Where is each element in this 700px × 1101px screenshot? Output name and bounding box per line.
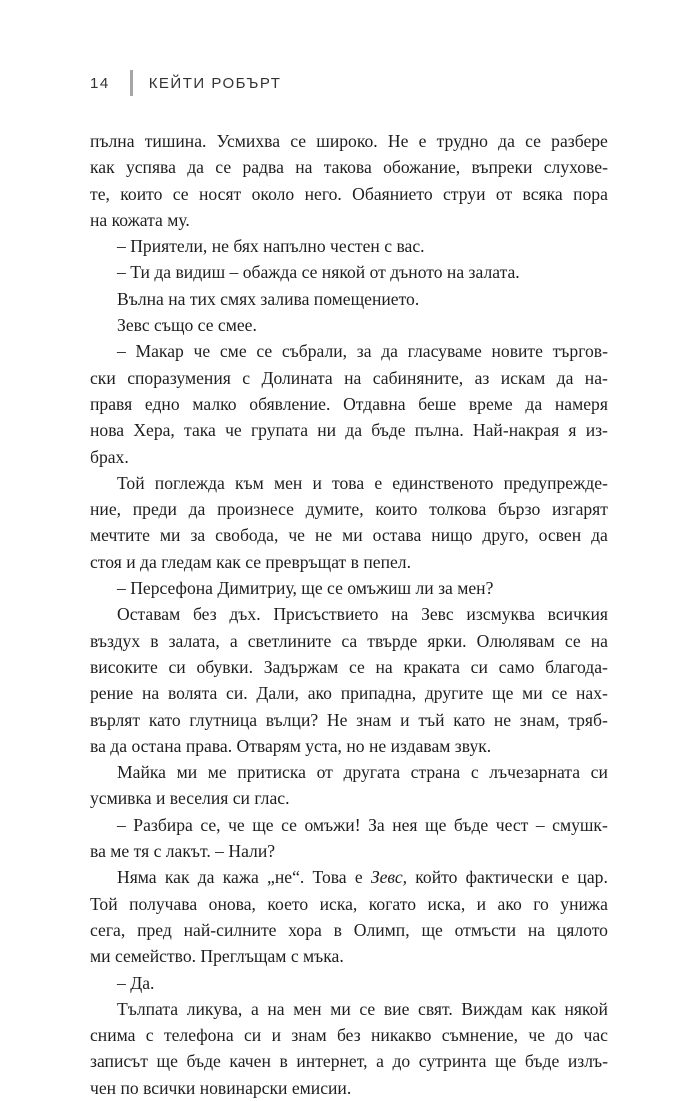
word: се, <box>200 814 221 835</box>
word: а <box>376 1051 384 1072</box>
word: са <box>341 630 358 651</box>
word: които <box>375 499 418 520</box>
text-line: ми семейство. Преглъщам с мъка. <box>90 946 344 967</box>
word: най-силните <box>183 919 277 940</box>
word: се <box>564 630 581 651</box>
body-text <box>90 128 608 1101</box>
word: остава <box>372 525 422 546</box>
text-line: стоя и да гледам как се превръщат в пепел. <box>90 551 411 572</box>
word: вълци? <box>265 709 319 730</box>
word: с <box>145 1025 154 1046</box>
word: въздух <box>90 630 141 651</box>
word: на <box>344 367 362 388</box>
word: около <box>251 183 295 204</box>
word: си <box>244 1025 262 1046</box>
word: единственото <box>392 472 494 493</box>
word: гласуваме <box>407 341 482 362</box>
word: Долината <box>261 367 333 388</box>
word: нова <box>90 420 125 441</box>
word: новите <box>491 341 543 362</box>
word: знам, <box>519 709 560 730</box>
word: ще <box>421 919 443 940</box>
word: Няма <box>117 867 157 888</box>
word: да <box>556 367 574 388</box>
word: бъде <box>186 1051 221 1072</box>
word: чест <box>495 814 529 835</box>
word: бързо <box>498 499 541 520</box>
text-line: – Да. <box>117 972 155 993</box>
word: обувки. <box>196 656 253 677</box>
word: ще <box>252 814 274 835</box>
word: не <box>314 525 333 546</box>
text-line <box>90 680 608 706</box>
word: на <box>527 919 546 940</box>
word: благода- <box>545 656 608 677</box>
word: сутринта <box>418 1051 487 1072</box>
word: в <box>333 919 342 940</box>
word: от <box>495 183 513 204</box>
word: поглежда <box>154 472 225 493</box>
word: Това <box>312 867 347 888</box>
word: и <box>476 893 487 914</box>
text-line <box>90 154 608 180</box>
word: ще <box>492 683 514 704</box>
word: как <box>90 157 115 178</box>
text-line <box>90 601 608 627</box>
word: сабиняните, <box>372 367 464 388</box>
word: и <box>271 1025 281 1046</box>
word: е <box>374 472 383 493</box>
word: за <box>356 341 372 362</box>
word: носят <box>199 183 242 204</box>
word: всичкия <box>547 604 608 625</box>
word: Отдавна <box>343 393 406 414</box>
word: я <box>568 420 577 441</box>
word: ако <box>497 893 522 914</box>
word: се <box>348 656 365 677</box>
word: когато <box>368 893 417 914</box>
word: на- <box>584 367 608 388</box>
word: да <box>525 393 543 414</box>
word: свят. <box>418 998 453 1019</box>
word: от <box>316 762 333 783</box>
word: смушк- <box>552 814 608 835</box>
word: предупрежде- <box>503 472 608 493</box>
word: никакво <box>370 1025 432 1046</box>
word: хора <box>288 919 322 940</box>
word: ще <box>425 814 447 835</box>
word: така <box>184 420 216 441</box>
word: с <box>470 762 479 783</box>
word: се <box>281 814 297 835</box>
word: да <box>381 341 398 362</box>
word: събрали, <box>281 341 348 362</box>
word: високите <box>90 656 158 677</box>
word: другите <box>424 683 484 704</box>
word: беше <box>418 393 457 414</box>
word: Майка <box>117 762 166 783</box>
word: телефона <box>163 1025 234 1046</box>
word: ще <box>156 1051 178 1072</box>
word: – <box>117 341 126 362</box>
word: търгов- <box>552 341 608 362</box>
word: отмъсти <box>454 919 517 940</box>
word: сме <box>219 341 247 362</box>
word: които <box>120 183 163 204</box>
word: Макар <box>135 341 184 362</box>
word: Присъствието <box>273 604 379 625</box>
word: Хера, <box>133 420 175 441</box>
word: Олюлявам <box>476 630 555 651</box>
word: всяка <box>522 183 563 204</box>
text-line: ва да остана права. Отварям уста, но не издавам звук. <box>90 735 492 756</box>
word: споразумения <box>127 367 231 388</box>
word: искам <box>500 367 546 388</box>
word: те, <box>90 183 110 204</box>
word: – <box>535 814 545 835</box>
text-line <box>90 1048 608 1074</box>
word: Виждам <box>461 998 523 1019</box>
word: ме <box>207 762 227 783</box>
text-line <box>90 391 608 417</box>
word: да <box>197 867 215 888</box>
word: да <box>591 525 608 546</box>
text-line: на кожата му. <box>90 209 190 230</box>
word: на <box>295 157 313 178</box>
word: за <box>190 525 206 546</box>
word: думите, <box>305 499 364 520</box>
word: тряб- <box>568 709 608 730</box>
word: и <box>312 472 322 493</box>
header-divider <box>130 70 133 96</box>
word: ми <box>522 683 543 704</box>
word: върлят <box>90 709 141 730</box>
word: тишина. <box>144 131 207 151</box>
word: такова <box>323 157 372 178</box>
text-line <box>90 654 608 680</box>
word: Той <box>117 472 145 493</box>
text-line <box>90 864 608 890</box>
word: Усмихва <box>216 131 281 151</box>
text-line <box>90 917 608 943</box>
text-line <box>90 759 608 785</box>
word: мен <box>293 998 322 1019</box>
word: като <box>148 709 181 730</box>
word: че <box>228 814 245 835</box>
word: намеря <box>554 393 608 414</box>
word: лъчезарната <box>489 762 581 783</box>
word: бъде <box>453 814 489 835</box>
word: Тълпата <box>117 998 179 1019</box>
word: се <box>359 998 376 1019</box>
author-name: КЕЙТИ РОБЪРТ <box>148 74 282 92</box>
word: Зевс, <box>370 867 408 888</box>
word: някой <box>564 998 608 1019</box>
word: това <box>332 472 365 493</box>
word: фактически <box>465 867 554 888</box>
word: си <box>470 656 488 677</box>
word: си <box>168 656 186 677</box>
word: не <box>493 709 512 730</box>
word: „не“. <box>267 867 305 888</box>
word: на <box>375 656 393 677</box>
word: освен <box>538 525 582 546</box>
word: ми <box>159 525 181 546</box>
text-line: Зевс също се смее. <box>117 315 257 336</box>
word: изсмуква <box>466 604 535 625</box>
text-line <box>90 707 608 733</box>
word: в <box>150 630 159 651</box>
word: преди <box>132 499 177 520</box>
text-line <box>90 417 608 443</box>
word: малко <box>192 393 237 414</box>
word: залата, <box>168 630 220 651</box>
word: въпреки <box>471 157 533 178</box>
word: пълна <box>90 131 135 151</box>
text-line <box>90 628 608 654</box>
text-line: чен по всички новинарски емисии. <box>90 1077 352 1098</box>
word: ски <box>90 367 116 388</box>
text-line: брах. <box>90 446 129 467</box>
word: трудно <box>436 131 488 151</box>
word: на <box>267 998 285 1019</box>
word: нищо <box>431 525 473 546</box>
text-line <box>90 891 608 917</box>
word: вие <box>383 998 410 1019</box>
word: се <box>525 131 541 151</box>
word: да <box>187 157 204 178</box>
word: правя <box>90 393 133 414</box>
word: мен <box>273 472 303 493</box>
word: бъде <box>524 1051 560 1072</box>
word: широко. <box>316 131 378 151</box>
word: страна <box>410 762 461 783</box>
word: ми <box>342 525 363 546</box>
word: Обаянието <box>352 183 433 204</box>
word: кажа <box>222 867 259 888</box>
word: че <box>528 1025 546 1046</box>
word: мечтите <box>90 525 150 546</box>
word: толкова <box>429 499 487 520</box>
word: на <box>590 630 608 651</box>
word: че <box>225 420 242 441</box>
word: час <box>583 1025 608 1046</box>
text-line <box>90 365 608 391</box>
word: друго, <box>482 525 529 546</box>
text-line <box>90 522 608 548</box>
word: обожание, <box>383 157 461 178</box>
word: аз <box>474 367 490 388</box>
running-header <box>90 70 281 96</box>
word: и <box>400 709 410 730</box>
word: омъжи! <box>304 814 361 835</box>
word: тъй <box>418 709 445 730</box>
text-line: – Ти да видиш – обажда се някой от дъното на залата. <box>117 262 520 283</box>
word: което <box>267 893 309 914</box>
word: го <box>533 893 549 914</box>
word: бъде <box>371 420 406 441</box>
word: че <box>288 525 305 546</box>
word: свобода, <box>215 525 279 546</box>
word: ми <box>176 762 198 783</box>
text-line <box>90 1022 608 1048</box>
word: се <box>290 131 307 151</box>
word: притиска <box>237 762 306 783</box>
word: – <box>117 814 126 835</box>
word: е <box>354 867 363 888</box>
word: Разбира <box>133 814 193 835</box>
word: е <box>418 131 427 151</box>
word: а <box>229 630 238 651</box>
text-line <box>90 496 608 522</box>
word: като <box>453 709 486 730</box>
word: онова, <box>208 893 256 914</box>
text-line: Вълна на тих смях залива помещението. <box>117 288 420 309</box>
word: Най-накрая <box>472 420 560 441</box>
text-line <box>90 812 608 838</box>
word: иска, <box>319 893 358 914</box>
word: си <box>590 762 608 783</box>
word: струи <box>443 183 486 204</box>
word: как <box>531 998 556 1019</box>
word: краката <box>403 656 460 677</box>
word: се <box>256 341 273 362</box>
word: записът <box>90 1051 148 1072</box>
word: без <box>336 1025 361 1046</box>
word: Оставам <box>117 604 181 625</box>
word: цар. <box>577 867 608 888</box>
word: съмнение, <box>441 1025 519 1046</box>
word: нах- <box>576 683 608 704</box>
word: ние, <box>90 499 122 520</box>
word: другата <box>343 762 401 783</box>
word: знам <box>356 709 392 730</box>
word: ми <box>330 998 351 1019</box>
word: без <box>192 604 217 625</box>
word: е <box>561 867 570 888</box>
word: радва <box>242 157 284 178</box>
word: към <box>235 472 264 493</box>
word: знам <box>291 1025 327 1046</box>
word: сега, <box>90 919 126 940</box>
word: Не <box>387 131 409 151</box>
word: него. <box>304 183 342 204</box>
word: Не <box>326 709 348 730</box>
text-line: – Приятели, не бях напълно честен с вас. <box>117 236 425 257</box>
word: как <box>164 867 190 888</box>
word: групата <box>250 420 308 441</box>
word: Той <box>90 893 118 914</box>
text-line <box>90 128 608 154</box>
word: да <box>345 420 363 441</box>
word: твърде <box>367 630 418 651</box>
text-line: – Персефона Димитриу, ще се омъжиш ли за мен? <box>117 578 494 599</box>
word: да <box>188 499 206 520</box>
word: се <box>551 683 568 704</box>
word: време <box>468 393 513 414</box>
word: За <box>368 814 385 835</box>
word: ще <box>494 1051 517 1072</box>
word: ни <box>317 420 337 441</box>
word: из- <box>585 420 608 441</box>
word: до <box>392 1051 411 1072</box>
word: а <box>250 998 259 1019</box>
word: на <box>391 604 409 625</box>
word: да <box>498 131 515 151</box>
word: ликува, <box>186 998 243 1019</box>
word: изгарят <box>551 499 608 520</box>
word: припадна, <box>340 683 417 704</box>
text-line <box>90 181 608 207</box>
word: разбере <box>551 131 608 151</box>
word: унижа <box>560 893 608 914</box>
word: само <box>498 656 535 677</box>
word: едно <box>144 393 180 414</box>
word: цялото <box>556 919 608 940</box>
word: пред <box>137 919 172 940</box>
word: се <box>215 157 232 178</box>
text-line <box>90 338 608 364</box>
word: Олимп, <box>353 919 410 940</box>
word: който <box>415 867 458 888</box>
word: в <box>279 1051 288 1072</box>
word: пълна. <box>414 420 464 441</box>
word: интернет, <box>296 1051 368 1072</box>
word: рение <box>90 683 134 704</box>
word: с <box>242 367 251 388</box>
word: глутница <box>189 709 258 730</box>
word: светлините <box>247 630 332 651</box>
word: успява <box>125 157 176 178</box>
word: снима <box>90 1025 136 1046</box>
word: слухове- <box>543 157 608 178</box>
word: произнесе <box>217 499 294 520</box>
word: че <box>193 341 211 362</box>
word: качен <box>229 1051 271 1072</box>
word: Задържам <box>263 656 339 677</box>
text-line <box>90 996 608 1022</box>
word: ярки. <box>427 630 467 651</box>
word: до <box>555 1025 574 1046</box>
word: получава <box>129 893 198 914</box>
word: обявление. <box>249 393 331 414</box>
page-number: 14 <box>90 74 110 92</box>
word: ако <box>307 683 332 704</box>
word: иска, <box>427 893 466 914</box>
word: излъ- <box>567 1051 608 1072</box>
word: се <box>172 183 189 204</box>
word: си. <box>226 683 248 704</box>
text-line <box>90 470 608 496</box>
word: на <box>141 683 160 704</box>
word: пора <box>573 183 608 204</box>
text-line: усмивка и веселия си глас. <box>90 788 290 809</box>
word: дъх. <box>229 604 261 625</box>
word: волята <box>167 683 218 704</box>
word: нея <box>392 814 418 835</box>
word: Зевс <box>421 604 454 625</box>
word: Дали, <box>256 683 299 704</box>
text-line: ва ме тя с лакът. – Нали? <box>90 841 276 862</box>
